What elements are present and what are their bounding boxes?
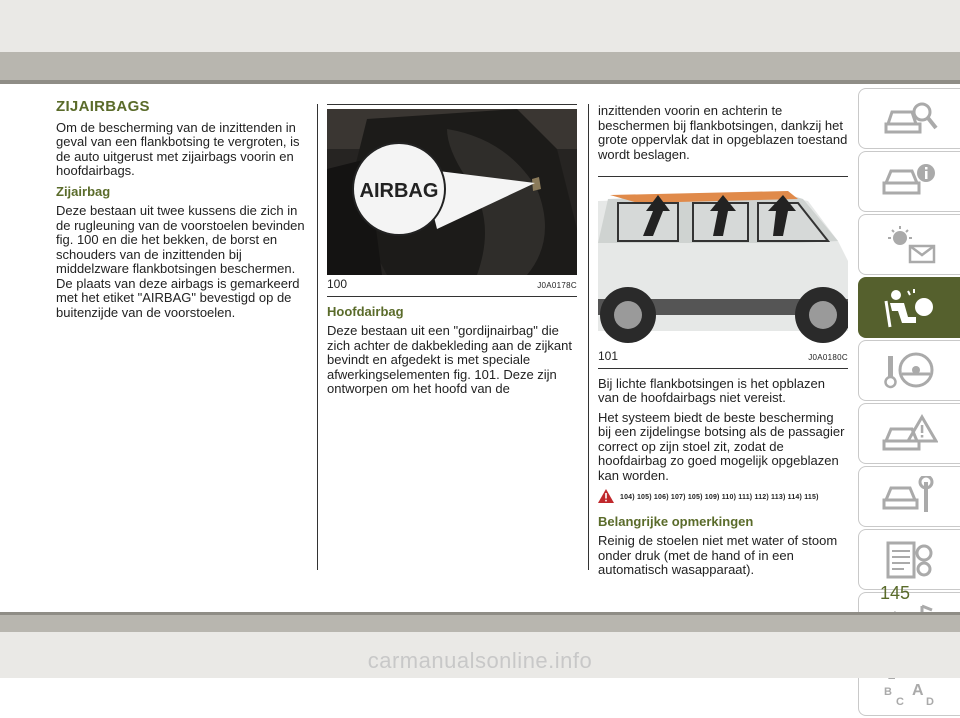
protection-paragraph: Het systeem biedt de beste bescherming bij een zijdelingse botsing als de passagier correct op zijn stoel zit, zodat de hoofdairbag zo goed mogelijk opgeblazen kan worden. (598, 409, 845, 483)
car-side-illustration (598, 181, 848, 347)
car-warning-icon (882, 413, 938, 455)
subheading-hoofdairbag: Hoofdairbag (327, 303, 404, 319)
dashboard-light-message-icon (882, 224, 938, 266)
car-side-photo (598, 181, 848, 347)
svg-text:D: D (925, 695, 934, 707)
figure-number: 100 (327, 277, 348, 291)
figure-code: J0A0178C (537, 281, 577, 290)
seat-photo-illustration (327, 109, 577, 275)
tab-car-info[interactable] (858, 151, 960, 212)
figure-100-caption (327, 275, 577, 297)
figure-code: J0A0180C (808, 353, 848, 362)
column-1 (56, 100, 306, 325)
subheading-belangrijke-opmerkingen: Belangrijke opmerkingen (598, 513, 754, 529)
hoofdairbag-paragraph: Deze bestaan uit een "gordijnairbag" die zich achter de dakbekleding aan de zijkant bevindt en afgedekt is met speciale afwerkingselementen fig. 101. Deze zijn ontworpen om het hoofd van de (327, 323, 572, 396)
tab-starting-driving[interactable] (858, 340, 960, 401)
svg-text:C: C (895, 695, 904, 707)
tab-safety[interactable] (858, 277, 960, 338)
top-margin (0, 0, 960, 52)
car-search-icon (882, 98, 938, 140)
figure-101-caption (598, 347, 848, 369)
tab-dashboard-lights[interactable] (858, 214, 960, 275)
tab-car-search[interactable] (858, 88, 960, 149)
figure-100 (327, 104, 577, 297)
svg-text:A: A (911, 681, 924, 699)
header-bar (0, 52, 960, 84)
column-2 (327, 104, 577, 402)
cleaning-paragraph: Reinig de stoelen niet met water of stoom onder druk (met de hand of in een automatisch wasapparaat). (598, 533, 838, 577)
zijairbag-paragraph: Deze bestaan uit twee kussens die zich in de rugleuning van de voorstoelen bevinden fig. 100 en die het bekken, de borst en schouders van de inzittenden bij middelzware flankbotsingen beschermen. De plaats van deze airbags is gemarkeerd met het etiket "AIRBAG" bevestigd op de buitenzijde van de voorstoelen. (56, 203, 305, 320)
watermark: carmanualsonline.info (367, 648, 593, 673)
car-info-icon (882, 161, 938, 203)
subheading-zijairbag: Zijairbag (56, 183, 111, 199)
warning-references (598, 489, 848, 507)
footer-bar (0, 612, 960, 632)
key-steering-wheel-icon (882, 350, 938, 392)
spec-sheet-gear-icon (882, 539, 938, 581)
continuation-paragraph: inzittenden voorin en achterin te beschermen bij flankbotsingen, dankzij het grote oppervlak dat in opgeblazen toestand wordt beslagen. (598, 103, 848, 162)
column-3 (598, 104, 848, 583)
seat-airbag-photo (327, 109, 577, 275)
warning-triangle-icon (598, 489, 614, 507)
svg-text:B: B (883, 685, 892, 698)
section-title: ZIJAIRBAGS (56, 98, 150, 115)
column-divider (588, 104, 589, 570)
figure-number: 101 (598, 349, 619, 363)
car-wrench-icon (882, 476, 938, 518)
tab-maintenance[interactable] (858, 466, 960, 527)
column-divider (317, 104, 318, 570)
figure-101 (598, 176, 848, 369)
light-collision-paragraph: Bij lichte flankbotsingen is het opblazen van de hoofdairbags niet vereist. (598, 375, 825, 405)
tab-emergency[interactable] (858, 403, 960, 464)
intro-paragraph: Om de bescherming van de inzittenden in geval van een flankbotsing te vergroten, is de auto uitgerust met zijairbags voorin en hoofdairbags. (56, 119, 300, 178)
tab-technical-data[interactable] (858, 529, 960, 590)
passenger-airbag-icon (882, 287, 938, 329)
page-number: 145 (879, 583, 911, 603)
airbag-label-text: AIRBAG (359, 180, 439, 202)
warning-refs-text: 104) 105) 106) 107) 105) 109) 110) 111) 112) 113) 114) 115) (620, 493, 819, 501)
